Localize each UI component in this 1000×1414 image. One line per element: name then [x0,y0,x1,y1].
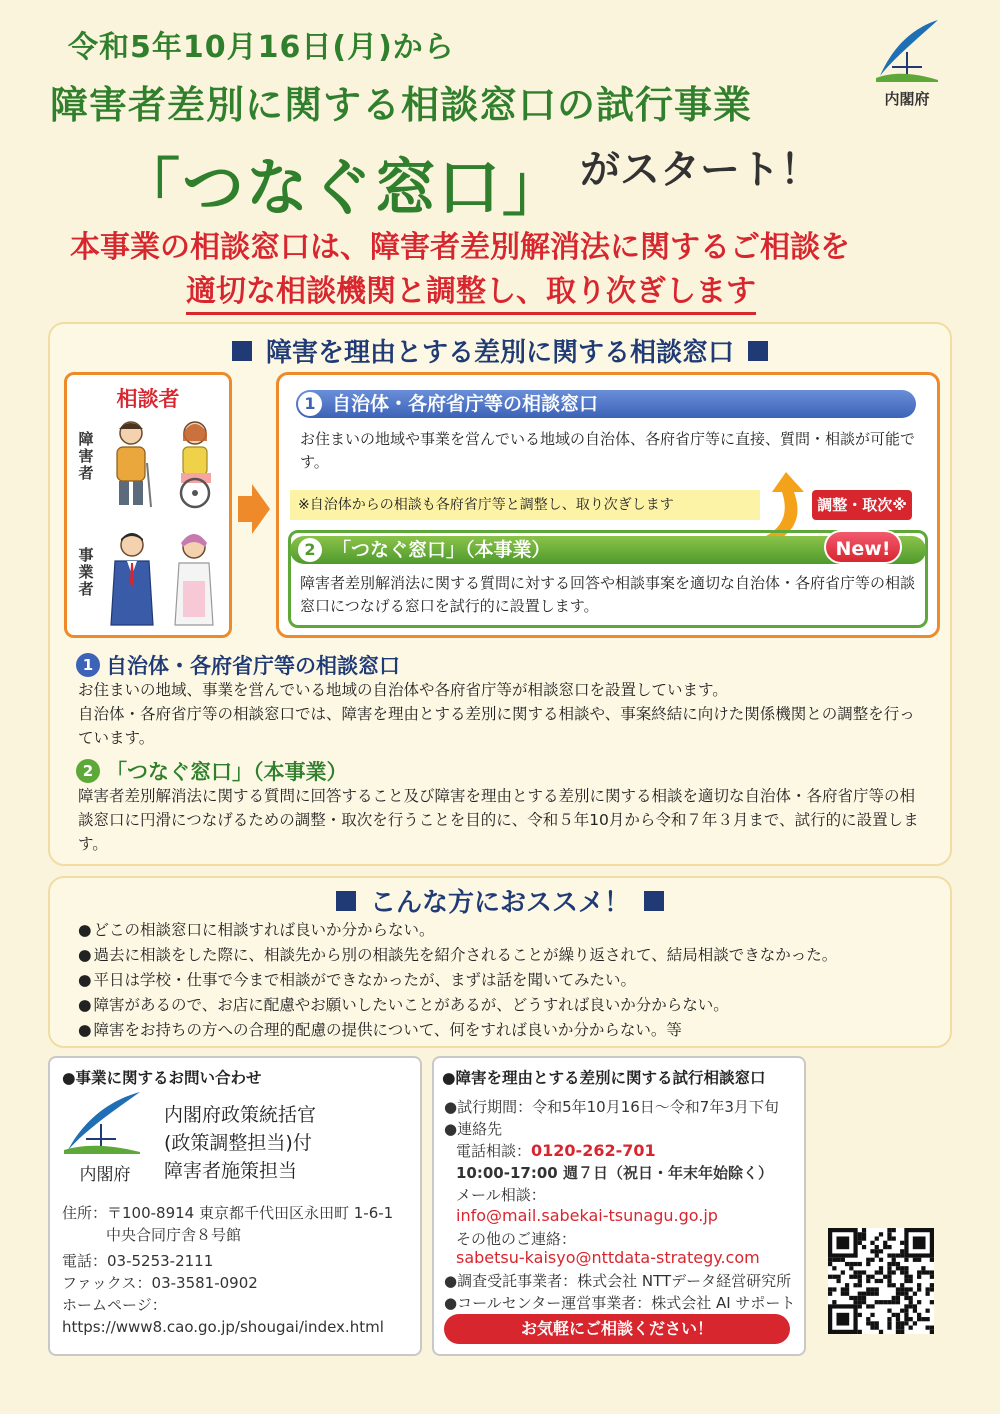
panel2-title [0,882,1000,919]
inquiry-heading: ●事業に関するお問い合わせ [62,1069,262,1087]
square-bullet-icon [336,891,356,911]
municipal-referral-note: ※自治体からの相談も各府省庁等と調整し、取り次ぎします [290,490,760,520]
homepage-label: ホームページ： [62,1296,167,1314]
phone-consultation-label: 電話相談： [456,1142,532,1160]
service-hours: 10:00-17:00 週７日（祝日・年末年始除く） [456,1164,773,1182]
toll-free-number[interactable]: 0120-262-701 [531,1141,656,1160]
item2-description: 障害者差別解消法に関する質問に対する回答や相談事案を適切な自治体・各府省庁等の相談窓口につなげる窓口を試行的に設置します。 [300,574,916,615]
arrow-right-icon [238,484,270,534]
mail-address-link[interactable]: info@mail.sabekai-tsunagu.go.jp [456,1206,718,1225]
section2-paragraph: 障害者差別解消法に関する質問に回答すること及び障害を理由とする差別に関する相談を適切な自治体・各府省庁等の相談窓口に円滑につなげるための調整・取次を行うことを目的に、令和５年10月から令和７年３月まで、試行的に設置します。 [78,787,919,853]
section1-heading [76,650,400,680]
section2-title: 「つなぐ窓口」（本事業） [106,760,348,784]
start-date: 令和5年10月16日(月)から [68,30,455,65]
adjust-referral-badge: 調整・取次※ [812,490,912,520]
qr-code-icon[interactable] [828,1228,934,1334]
cabinet-office-emblem-icon [60,1090,144,1154]
contact-label: ●連絡先 [444,1120,503,1138]
logo-caption: 内閣府 [79,1165,131,1185]
panel1-title-text: 障害を理由とする差別に関する相談窓口 [265,338,734,368]
panel2-title-text: こんな方におススメ！ [369,888,630,918]
list-item: ● 平日は学校・仕事で今まで相談ができなかったが、まずは話を聞いてみたい。 [78,968,948,993]
headline-service-name: 「つなぐ窓口」 [118,151,567,224]
headline [118,138,821,227]
list-item: ● 障害があるので、お店に配慮やお願いしたいことがあるが、どうすれば良いか分からない。 [78,993,948,1018]
woman-in-wheelchair-icon [165,419,227,509]
new-badge: New! [824,530,902,564]
homepage-link[interactable]: https://www8.cao.go.jp/shougai/index.html [62,1318,384,1336]
org-line2: (政策調整担当)付 [164,1132,312,1154]
logo-caption: 内閣府 [884,90,930,108]
trial-period: ●試行期間：令和5年10月16日～令和7年3月下旬 [444,1098,779,1116]
section1-paragraph1: お住まいの地域、事業を営んでいる地域の自治体や各府省庁等が相談窓口を設置しています。 [78,681,728,699]
lead-text-line2: 適切な相談機関と調整し、取り次ぎします [186,266,756,315]
item1-title: 自治体・各府省庁等の相談窓口 [332,393,599,415]
number-1-icon: 1 [76,653,100,677]
item1-description: お住まいの地域や事業を営んでいる地域の自治体、各府省庁等に直接、質問・相談が可能です。 [300,430,916,471]
headline-start: がスタート！ [580,147,821,193]
fax-number: ファックス：03-3581-0902 [62,1274,258,1292]
list-item: ● 過去に相談をした際に、相談先から別の相談先を紹介されることが繰り返されて、結局相談できなかった。 [78,943,948,968]
number-2-icon: 2 [298,538,322,562]
shop-clerk-icon [167,531,221,631]
cabinet-office-logo [872,18,942,108]
cabinet-office-logo-bottom [60,1090,150,1190]
section1-title: 自治体・各府省庁等の相談窓口 [106,654,400,678]
square-bullet-icon [232,341,252,361]
item1-title-bar [296,390,916,418]
contractor-info: ●調査受託事業者：株式会社 NTTデータ経営研究所 [444,1272,792,1290]
trial-window-heading: ●障害を理由とする差別に関する試行相談窓口 [442,1069,766,1087]
org-line1: 内閣府政策統括官 [164,1104,317,1126]
org-line3: 障害者施策担当 [164,1160,298,1182]
phone-consultation [456,1140,656,1161]
other-mail-link[interactable]: sabetsu-kaisyo@nttdata-strategy.com [456,1248,760,1267]
address-line1: 住所：〒100-8914 東京都千代田区永田町 1-6-1 [62,1204,394,1222]
other-contact-label: その他のご連絡： [456,1230,577,1248]
callcenter-info: ●コールセンター運営事業者：株式会社 AI サポート [444,1294,796,1312]
consult-cta-banner: お気軽にご相談ください！ [444,1314,790,1344]
consultant-title: 相談者 [116,387,180,411]
cabinet-office-emblem-icon [872,18,942,82]
number-1-icon: 1 [298,392,322,416]
address-line2: 中央合同庁舎８号館 [106,1226,242,1244]
man-with-cane-icon [107,419,155,509]
recommendation-list [78,918,948,1043]
lead-text-line1: 本事業の相談窓口は、障害者差別解消法に関するご相談を [70,230,850,265]
square-bullet-icon [644,891,664,911]
label-disabled-person: 障害者 [78,430,94,482]
list-item: ● 障害をお持ちの方への合理的配慮の提供について、何をすれば良いか分からない。等 [78,1018,948,1043]
project-title: 障害者差別に関する相談窓口の試行事業 [50,83,753,127]
list-item: ● どこの相談窓口に相談すれば良いか分からない。 [78,918,948,943]
number-2-icon: 2 [76,759,100,783]
item2-title: 「つなぐ窓口」（本事業） [332,539,551,561]
label-business-operator: 事業者 [78,546,94,598]
phone-number: 電話：03-5253-2111 [62,1252,214,1270]
mail-consultation-label: メール相談： [456,1186,546,1204]
businessman-icon [107,531,157,631]
section2-heading [76,756,348,786]
consultant-box [64,372,232,638]
square-bullet-icon [748,341,768,361]
section1-paragraph2: 自治体・各府省庁等の相談窓口では、障害を理由とする差別に関する相談や、事案終結に向けた関係機関との調整を行っています。 [78,705,915,747]
panel1-title [0,332,1000,369]
